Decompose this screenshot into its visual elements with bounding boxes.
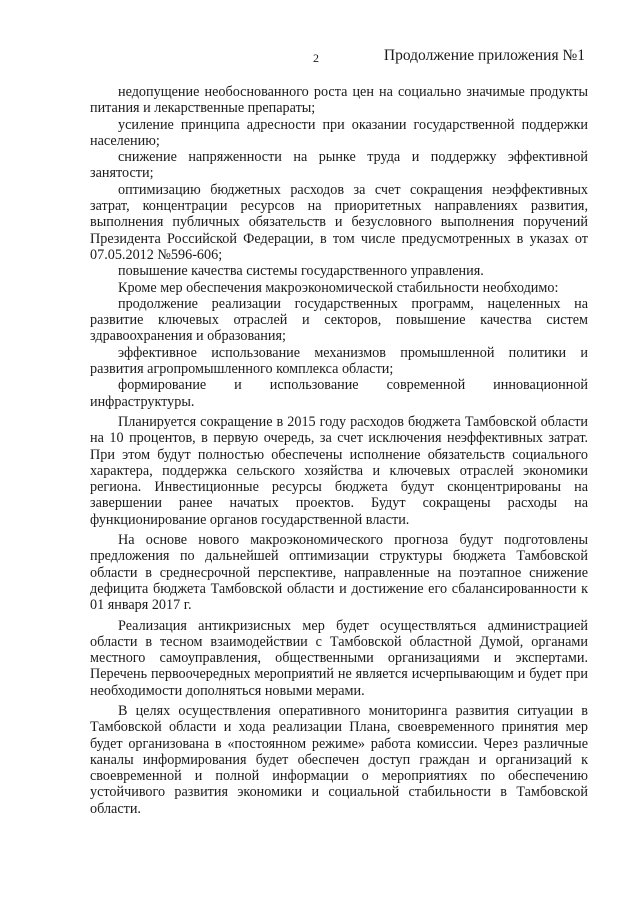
paragraph: эффективное использование механизмов промышленной политики и развития агропромышленного комплекса области; (90, 344, 588, 378)
paragraph: На основе нового макроэкономического прогноза будут подготовлены предложения по дальнейшей оптимизации структуры бюджета Тамбовской области в среднесрочной перспективе, направленные на поэтапное снижение дефицита бюджета Тамбовской области и достижение его сбалансированности к 01 января 2017 г. (90, 532, 588, 614)
paragraph: В целях осуществления оперативного мониторинга развития ситуации в Тамбовской области и хода реализации Плана, своевременного принятия мер будет организована в «постоянном режиме» работа комиссии. Через различные каналы информирования будет обеспечен доступ граждан и организаций к своевременной и полной информации о мероприятиях по обеспечению устойчивого развития экономики и социальной стабильности в Тамбовской области. (90, 702, 588, 817)
document-body (90, 84, 588, 817)
paragraph: продолжение реализации государственных программ, нацеленных на развитие ключевых отраслей и секторов, повышение качества систем здравоохранения и образования; (90, 295, 588, 345)
paragraph: Кроме мер обеспечения макроэкономической стабильности необходимо: (118, 279, 559, 296)
paragraph: недопущение необоснованного роста цен на социально значимые продукты питания и лекарственные препараты; (90, 84, 588, 117)
appendix-label: Продолжение приложения №1 (383, 47, 585, 64)
paragraph: оптимизацию бюджетных расходов за счет сокращения неэффективных затрат, концентрации ресурсов на приоритетных направлениях развития, выполнения публичных обязательств и безусловного выполнения поручений Президента Российской Федерации, в том числе предусмотренных в указах от 07.05.2012 №596-606; (90, 181, 588, 263)
paragraph: формирование и использование современной инновационной инфраструктуры. (90, 377, 588, 410)
paragraph: усиление принципа адресности при оказании государственной поддержки населению; (90, 116, 588, 149)
paragraph: повышение качества системы государственного управления. (118, 263, 484, 280)
page-number: 2 (313, 51, 319, 65)
paragraph: Планируется сокращение в 2015 году расходов бюджета Тамбовской области на 10 процентов, в первую очередь, за счет исключения неэффективных затрат. При этом будут полностью обеспечены исполнение обязательств социального характера, поддержка сельского хозяйства и ключевых отраслей экономики региона. Инвестиционные ресурсы бюджета будут сконцентрированы на завершении ранее начатых проектов. Будут сокращены расходы на функционирование органов государственной власти. (90, 413, 588, 528)
paragraph: Реализация антикризисных мер будет осуществляться администрацией области в тесном взаимодействии с Тамбовской областной Думой, органами местного самоуправления, общественными организациями и экспертами. Перечень первоочередных мероприятий не является исчерпывающим и будет при необходимости дополняться новыми мерами. (90, 617, 588, 699)
paragraph: снижение напряженности на рынке труда и поддержку эффективной занятости; (90, 149, 588, 182)
